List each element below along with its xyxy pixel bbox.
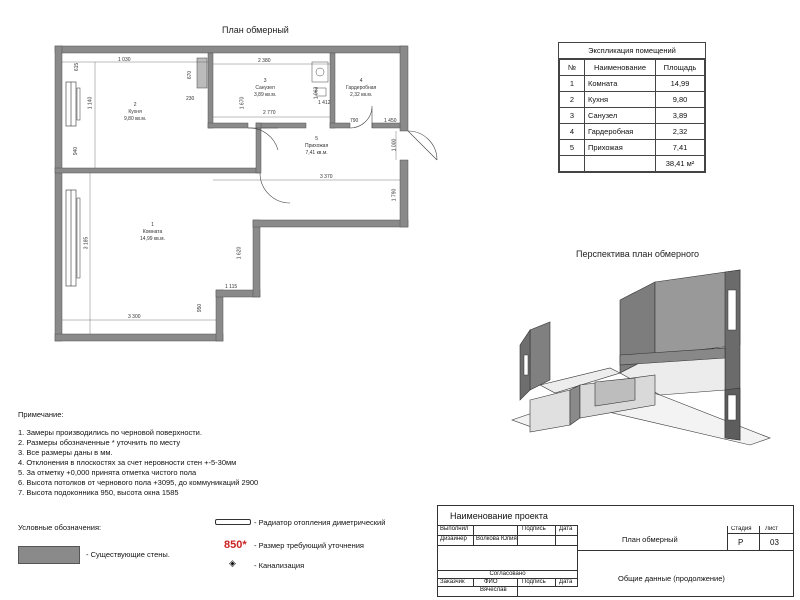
room-number: 1 <box>151 222 154 228</box>
room-area: 14,99 кв.м. <box>140 236 165 242</box>
designer-name: Волкова Юлия <box>474 536 518 546</box>
legend-wall-swatch <box>18 546 80 564</box>
dim-1140: 1 140 <box>87 96 94 110</box>
table-row <box>560 124 705 140</box>
room-label-bathroom <box>254 78 276 99</box>
col-name: Наименование <box>585 60 656 76</box>
row-number: 4 <box>560 124 585 140</box>
note-item: 7. Высота подоконника 950, высота окна 1585 <box>18 488 179 497</box>
row-area: 14,99 <box>656 76 705 92</box>
sewer-icon: ◈ <box>229 558 236 568</box>
explication-header-row <box>560 60 705 76</box>
room-name: Санузел <box>255 85 275 91</box>
perspective-title: Перспектива план обмерного <box>576 249 700 259</box>
table-row <box>560 92 705 108</box>
dim-1063: 1 063 <box>313 86 320 100</box>
dim-1620: 1 620 <box>236 246 243 260</box>
table-row <box>560 76 705 92</box>
total-row <box>560 156 705 172</box>
dim-1670: 1 670 <box>239 96 246 110</box>
table-row <box>560 140 705 156</box>
room-name: Гардеробная <box>346 85 377 91</box>
stage-label: Стадия <box>728 526 760 534</box>
dim-1115: 1 115 <box>225 284 238 290</box>
room-number: 2 <box>133 102 137 108</box>
table-row <box>560 108 705 124</box>
notes-heading: Примечание: <box>18 410 64 419</box>
dim-940: 940 <box>73 146 80 156</box>
dim-950: 950 <box>197 303 204 313</box>
room-label-hallway <box>305 136 328 157</box>
date-label: Дата <box>556 526 578 536</box>
customer-label: Заказчик <box>438 579 474 587</box>
row-name: Комната <box>585 76 656 92</box>
dim-1450: 1 450 <box>384 118 397 124</box>
room-label-wardrobe <box>346 78 376 99</box>
total-blank <box>585 156 656 172</box>
agreed-label: Согласовано <box>438 571 578 579</box>
note-item: 6. Высота потолков от чернового пола +3095, до коммуникаций 2900 <box>18 478 259 487</box>
explication-title: Экспликация помещений <box>559 43 705 59</box>
explication-table <box>558 42 706 173</box>
row-area: 3,89 <box>656 108 705 124</box>
room-area: 9,80 кв.м. <box>124 116 147 122</box>
row-area: 2,32 <box>656 124 705 140</box>
legend-clarify-text: - Размер требующий уточнения <box>254 541 364 550</box>
room-number: 3 <box>263 78 267 84</box>
room-name: Комната <box>142 229 163 235</box>
dim-790: 790 <box>350 118 359 124</box>
plan-title: План обмерный <box>222 25 289 35</box>
executor-label: Выполнил <box>438 526 474 536</box>
plan-doors <box>248 106 437 203</box>
sheet-subtitle: Общие данные (продолжение) <box>618 574 725 583</box>
designer-sign <box>518 536 556 546</box>
col-area: Площадь <box>656 60 705 76</box>
dim-2380: 2 380 <box>258 58 271 64</box>
dim-3185: 3 185 <box>83 236 90 250</box>
dim-1030: 1 030 <box>118 57 131 63</box>
dim-3300: 3 300 <box>128 314 141 320</box>
legend-walls-text: - Существующие стены. <box>86 550 170 559</box>
room-label-kitchen <box>124 102 146 123</box>
room-area: 7,41 кв.м. <box>305 150 328 156</box>
note-item: 3. Все размеры даны в мм. <box>18 448 113 457</box>
row-number: 5 <box>560 140 585 156</box>
sign-label: Подпись <box>518 526 556 536</box>
room-area: 3,89 кв.м. <box>254 92 277 98</box>
total-area: 38,41 м² <box>656 156 705 172</box>
designer-label: Дизайнер <box>438 536 474 546</box>
legend-heading: Условные обозначения: <box>18 523 102 532</box>
sheet-value: 03 <box>760 534 793 551</box>
blank-area <box>438 546 578 571</box>
note-item: 2. Размеры обозначенные * уточнить по месту <box>18 438 181 447</box>
dim-230: 230 <box>186 96 195 102</box>
title-block <box>437 505 794 597</box>
designer-date <box>556 536 578 546</box>
fio-label: ФИО <box>474 579 518 587</box>
room-label-living <box>140 222 165 243</box>
room-area: 2,32 кв.м. <box>350 92 373 98</box>
row-name: Кухня <box>585 92 656 108</box>
dim-2770: 2 770 <box>263 110 276 116</box>
dim-3370: 3 370 <box>320 174 333 180</box>
room-number: 4 <box>359 78 363 84</box>
dim-615: 615 <box>74 62 81 72</box>
explication-grid <box>559 59 705 172</box>
row-number: 3 <box>560 108 585 124</box>
dim-1790: 1 790 <box>391 188 398 202</box>
dim-1412: 1 412 <box>318 100 331 106</box>
legend-sewer-text: - Канализация <box>254 561 305 570</box>
perspective-view <box>500 260 780 450</box>
sign-label-2: Подпись <box>518 579 556 587</box>
plan-windows <box>66 82 76 286</box>
dim-670: 670 <box>187 70 194 80</box>
row-area: 9,80 <box>656 92 705 108</box>
row-number: 2 <box>560 92 585 108</box>
notes-block <box>18 410 258 498</box>
total-blank <box>560 156 585 172</box>
executor-name <box>474 526 518 536</box>
sheet-label: Лист <box>760 526 793 534</box>
project-name: Наименование проекта <box>438 506 578 526</box>
note-item: 4. Отклонения в плоскостях за счет неровности стен +-5-30мм <box>18 458 237 467</box>
customer-name: Вячеслав <box>474 587 518 596</box>
sheet-title: План обмерный <box>578 526 728 551</box>
room-name: Прихожая <box>305 143 329 149</box>
row-name: Санузел <box>585 108 656 124</box>
legend-radiator-icon <box>215 519 251 525</box>
note-item: 1. Замеры производились по черновой поверхности. <box>18 428 202 437</box>
legend-radiator-text: - Радиатор отопления диметрический <box>254 518 386 527</box>
plan-radiators <box>77 88 80 278</box>
room-name: Кухня <box>128 109 142 115</box>
row-name: Прихожая <box>585 140 656 156</box>
row-number: 1 <box>560 76 585 92</box>
room-number: 5 <box>315 136 318 142</box>
row-name: Гардеробная <box>585 124 656 140</box>
dim-1000: 1 000 <box>391 138 398 152</box>
row-area: 7,41 <box>656 140 705 156</box>
stage-value: Р <box>728 534 760 551</box>
date-label-2: Дата <box>556 579 578 587</box>
note-item: 5. За отметку +0,000 принята отметка чистого пола <box>18 468 197 477</box>
legend-clarify-value: 850* <box>224 539 247 551</box>
col-number: № <box>560 60 585 76</box>
